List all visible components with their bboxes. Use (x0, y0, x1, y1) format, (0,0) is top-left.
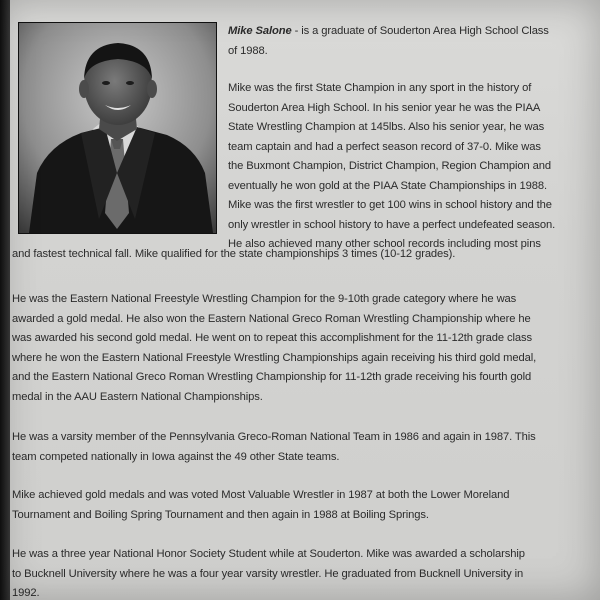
paragraph-honor-society (12, 545, 590, 600)
text-line: only wrestler in school history to have a perfect undefeated season. (228, 218, 556, 231)
portrait-icon (19, 23, 216, 233)
paragraph-national-team (12, 428, 590, 467)
text-line: awarded a gold medal. He also won the Eastern National Greco Roman Wrestling Championship where he (12, 312, 531, 325)
text-line: 1992. (12, 587, 40, 599)
text-line: State Wrestling Champion at 145lbs. Also his senior year, he was (228, 121, 545, 133)
text-line: eventually he won gold at the PIAA State Championships in 1988. (228, 179, 547, 192)
text-line: and the Eastern National Greco Roman Wrestling Championship for 11-12th grade receiving his fourth gold (12, 371, 532, 383)
text-line: Mike achieved gold medals and was voted Most Valuable Wrestler in 1987 at both the Lower Moreland (12, 489, 510, 501)
paragraph-state-champion (228, 79, 580, 255)
text-line: He was a varsity member of the Pennsylvania Greco-Roman National Team in 1986 and again in 1987. This (12, 431, 536, 443)
text-line: He was a three year National Honor Society Student while at Souderton. Mike was awarded a scholarship (12, 548, 525, 560)
text-line: He also achieved many other school records including most pins (228, 238, 541, 250)
text-line: Tournament and Boiling Spring Tournament and then again in 1988 at Boiling Springs. (12, 508, 429, 521)
paragraph-state-champion-tail (12, 245, 588, 265)
text-line: and fastest technical fall. Mike qualified for the state championships 3 times (10-12 grades). (12, 248, 456, 260)
text-line: the Buxmont Champion, District Champion, Region Champion and (228, 160, 551, 172)
person-name: Mike Salone (228, 25, 292, 37)
text-line: team competed nationally in Iowa against the 49 other State teams. (12, 450, 340, 463)
text-line: team captain and had a perfect season record of 37-0. Mike was (228, 140, 541, 153)
page-edge (0, 0, 10, 600)
text-line: Mike was the first wrestler to get 100 wins in school history and the (228, 199, 552, 211)
intro-text: - is a graduate of Souderton Area High School Class (291, 25, 549, 37)
intro-text-line2: of 1988. (228, 44, 268, 57)
portrait-photo (18, 22, 217, 234)
text-line: to Bucknell University where he was a four year varsity wrestler. He graduated from Bucknell University in (12, 567, 524, 580)
text-line: He was the Eastern National Freestyle Wrestling Champion for the 9-10th grade category where he was (12, 293, 517, 305)
bio-intro (228, 22, 580, 61)
text-line: was awarded his second gold medal. He went on to repeat this accomplishment for the 11-12th grade class (12, 332, 532, 344)
text-line: where he won the Eastern National Freestyle Wrestling Championships again receiving his third gold medal, (12, 351, 537, 364)
text-line: Mike was the first State Champion in any sport in the history of (228, 82, 532, 94)
paragraph-mvp (12, 486, 590, 525)
paragraph-eastern-national (12, 290, 590, 407)
text-line: Souderton Area High School. In his senior year he was the PIAA (228, 101, 541, 114)
text-line: medal in the AAU Eastern National Championships. (12, 390, 263, 403)
